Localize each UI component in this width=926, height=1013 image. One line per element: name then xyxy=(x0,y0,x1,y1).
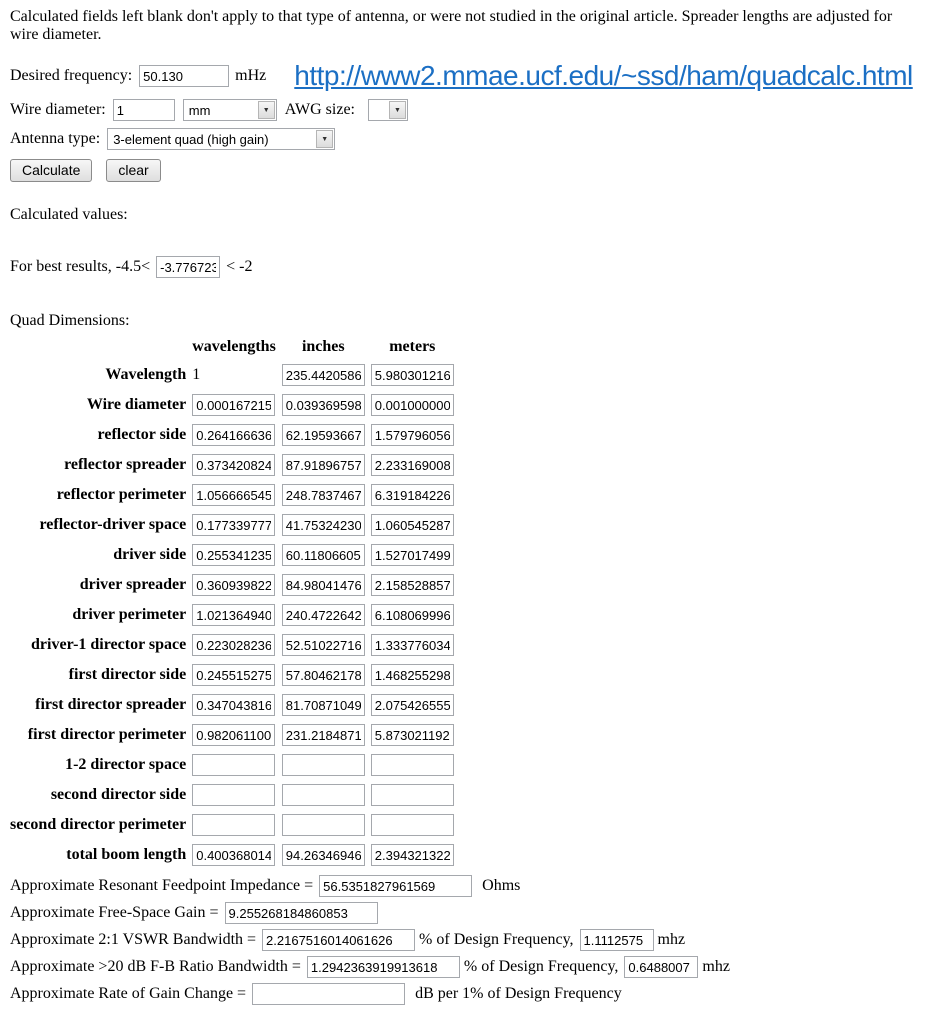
frequency-input[interactable] xyxy=(139,65,229,87)
row-label-driver-perimeter: driver perimeter xyxy=(72,606,187,623)
antenna-type-row xyxy=(10,128,916,150)
table-row-1-2-director-space xyxy=(10,750,460,780)
input-reflector-perimeter-meters[interactable] xyxy=(371,484,454,506)
table-row-driver-spreader xyxy=(10,570,460,600)
vswr-mhz-input[interactable] xyxy=(580,929,654,951)
row-label-second-director-perimeter: second director perimeter xyxy=(10,816,187,833)
fb-ratio-mhz-input[interactable] xyxy=(624,956,698,978)
input-first-director-perimeter-meters[interactable] xyxy=(371,724,454,746)
input-driver-1-director-space-meters[interactable] xyxy=(371,634,454,656)
table-row-total-boom-length xyxy=(10,840,460,870)
wire-unit-value: mm xyxy=(188,102,211,118)
input-second-director-perimeter-meters[interactable] xyxy=(371,814,454,836)
table-row-reflector-perimeter xyxy=(10,480,460,510)
input-second-director-side-inches[interactable] xyxy=(282,784,365,806)
input-reflector-driver-space-meters[interactable] xyxy=(371,514,454,536)
gain-change-input[interactable] xyxy=(252,983,405,1005)
input-first-director-perimeter-wavelengths[interactable] xyxy=(192,724,275,746)
wire-diameter-label: Wire diameter: xyxy=(10,101,106,118)
header-meters: meters xyxy=(389,338,436,355)
best-results-row xyxy=(10,256,916,278)
chevron-down-icon: ▼ xyxy=(258,101,275,119)
row-label-first-director-spreader: first director spreader xyxy=(35,696,187,713)
fb-ratio-percent-input[interactable] xyxy=(307,956,460,978)
input-1-2-director-space-meters[interactable] xyxy=(371,754,454,776)
wire-diameter-row xyxy=(10,99,916,121)
input-1-2-director-space-inches[interactable] xyxy=(282,754,365,776)
gain-change-row xyxy=(10,983,916,1005)
clear-button[interactable]: clear xyxy=(106,159,160,182)
input-wire-diameter-wavelengths[interactable] xyxy=(192,394,275,416)
table-row-wire-diameter xyxy=(10,390,460,420)
table-row-second-director-perimeter xyxy=(10,810,460,840)
table-row-first-director-spreader xyxy=(10,690,460,720)
input-reflector-side-wavelengths[interactable] xyxy=(192,424,275,446)
fb-ratio-mid-text: % of Design Frequency, xyxy=(463,958,619,975)
vswr-percent-input[interactable] xyxy=(262,929,415,951)
input-driver-spreader-meters[interactable] xyxy=(371,574,454,596)
input-first-director-side-inches[interactable] xyxy=(282,664,365,686)
table-row-reflector-side xyxy=(10,420,460,450)
table-row-driver-side xyxy=(10,540,460,570)
input-driver-perimeter-inches[interactable] xyxy=(282,604,365,626)
impedance-label: Approximate Resonant Feedpoint Impedance = xyxy=(10,877,314,894)
input-first-director-side-meters[interactable] xyxy=(371,664,454,686)
input-second-director-perimeter-inches[interactable] xyxy=(282,814,365,836)
input-driver-side-inches[interactable] xyxy=(282,544,365,566)
input-driver-1-director-space-inches[interactable] xyxy=(282,634,365,656)
input-second-director-side-meters[interactable] xyxy=(371,784,454,806)
row-label-reflector-perimeter: reflector perimeter xyxy=(56,486,187,503)
row-label-reflector-side: reflector side xyxy=(97,426,187,443)
input-1-2-director-space-wavelengths[interactable] xyxy=(192,754,275,776)
input-second-director-perimeter-wavelengths[interactable] xyxy=(192,814,275,836)
table-row-second-director-side xyxy=(10,780,460,810)
row-label-wavelength: Wavelength xyxy=(105,366,187,383)
best-results-input[interactable] xyxy=(156,256,220,278)
input-driver-perimeter-meters[interactable] xyxy=(371,604,454,626)
input-wavelength-meters[interactable] xyxy=(371,364,454,386)
table-header-row xyxy=(10,336,460,360)
input-first-director-side-wavelengths[interactable] xyxy=(192,664,275,686)
free-space-gain-row xyxy=(10,902,916,924)
row-label-wire-diameter: Wire diameter xyxy=(86,396,187,413)
input-reflector-spreader-inches[interactable] xyxy=(282,454,365,476)
gain-label: Approximate Free-Space Gain = xyxy=(10,904,219,921)
frequency-unit: mHz xyxy=(235,67,267,84)
vswr-bandwidth-row xyxy=(10,929,916,951)
gain-change-suffix: dB per 1% of Design Frequency xyxy=(415,985,622,1002)
input-total-boom-length-inches[interactable] xyxy=(282,844,365,866)
input-first-director-spreader-inches[interactable] xyxy=(282,694,365,716)
calculate-button[interactable]: Calculate xyxy=(10,159,92,182)
input-reflector-driver-space-inches[interactable] xyxy=(282,514,365,536)
awg-size-label: AWG size: xyxy=(284,101,355,118)
calculated-values-heading: Calculated values: xyxy=(10,206,128,223)
input-wire-diameter-inches[interactable] xyxy=(282,394,365,416)
table-row-driver-perimeter xyxy=(10,600,460,630)
antenna-type-label: Antenna type: xyxy=(10,130,101,147)
header-inches: inches xyxy=(301,338,345,355)
best-results-suffix: < -2 xyxy=(226,258,253,275)
table-row-first-director-side xyxy=(10,660,460,690)
fb-ratio-unit: mhz xyxy=(702,958,730,975)
table-row-reflector-spreader xyxy=(10,450,460,480)
wire-unit-select[interactable] xyxy=(183,99,277,121)
input-wavelength-inches[interactable] xyxy=(282,364,365,386)
table-row-driver-1-director-space xyxy=(10,630,460,660)
quadcalc-link[interactable]: http://www2.mmae.ucf.edu/~ssd/ham/quadcalc.html xyxy=(294,60,913,91)
input-reflector-spreader-wavelengths[interactable] xyxy=(192,454,275,476)
gain-input[interactable] xyxy=(225,902,378,924)
row-label-reflector-driver-space: reflector-driver space xyxy=(39,516,187,533)
buttons-row xyxy=(10,159,916,182)
vswr-mid-text: % of Design Frequency, xyxy=(419,931,574,948)
row-label-driver-side: driver side xyxy=(113,546,187,563)
fb-ratio-bandwidth-row xyxy=(10,956,916,978)
input-first-director-spreader-wavelengths[interactable] xyxy=(192,694,275,716)
gain-change-label: Approximate Rate of Gain Change = xyxy=(10,985,247,1002)
table-row-first-director-perimeter xyxy=(10,720,460,750)
row-label-1-2-director-space: 1-2 director space xyxy=(65,756,187,773)
intro-text: Calculated fields left blank don't apply to that type of antenna, or were not studied in the original article. Spreader lengths are adjusted for wire diameter. xyxy=(10,8,893,43)
row-label-driver-spreader: driver spreader xyxy=(79,576,187,593)
input-driver-side-meters[interactable] xyxy=(371,544,454,566)
row-label-first-director-perimeter: first director perimeter xyxy=(27,726,187,743)
chevron-down-icon: ▼ xyxy=(389,101,406,119)
quad-dimensions-heading: Quad Dimensions: xyxy=(10,312,130,329)
input-wire-diameter-meters[interactable] xyxy=(371,394,454,416)
wire-diameter-input[interactable] xyxy=(113,99,175,121)
input-first-director-perimeter-inches[interactable] xyxy=(282,724,365,746)
header-wavelengths: wavelengths xyxy=(192,338,276,355)
input-driver-side-wavelengths[interactable] xyxy=(192,544,275,566)
antenna-type-select[interactable] xyxy=(107,128,335,150)
input-reflector-driver-space-wavelengths[interactable] xyxy=(192,514,275,536)
vswr-unit: mhz xyxy=(657,931,686,948)
table-row-reflector-driver-space xyxy=(10,510,460,540)
input-reflector-perimeter-inches[interactable] xyxy=(282,484,365,506)
table-row-wavelength xyxy=(10,360,460,390)
row-label-driver-1-director-space: driver-1 director space xyxy=(31,636,187,653)
input-total-boom-length-wavelengths[interactable] xyxy=(192,844,275,866)
impedance-row xyxy=(10,875,916,897)
impedance-input[interactable] xyxy=(319,875,472,897)
input-driver-perimeter-wavelengths[interactable] xyxy=(192,604,275,626)
impedance-unit: Ohms xyxy=(482,877,521,894)
awg-size-select[interactable] xyxy=(368,99,408,121)
frequency-label: Desired frequency: xyxy=(10,67,133,84)
input-reflector-side-meters[interactable] xyxy=(371,424,454,446)
input-driver-1-director-space-wavelengths[interactable] xyxy=(192,634,275,656)
frequency-row xyxy=(10,60,916,92)
input-reflector-side-inches[interactable] xyxy=(282,424,365,446)
input-second-director-side-wavelengths[interactable] xyxy=(192,784,275,806)
header-spacer xyxy=(10,336,192,360)
chevron-down-icon: ▼ xyxy=(316,130,333,148)
row-label-second-director-side: second director side xyxy=(50,786,187,803)
input-driver-spreader-inches[interactable] xyxy=(282,574,365,596)
row-label-total-boom-length: total boom length xyxy=(66,846,187,863)
row-label-first-director-side: first director side xyxy=(68,666,187,683)
antenna-type-value: 3-element quad (high gain) xyxy=(113,131,269,147)
quad-dimensions-table xyxy=(10,336,460,870)
value-text-wavelength-wavelengths: 1 xyxy=(192,366,201,383)
input-reflector-spreader-meters[interactable] xyxy=(371,454,454,476)
input-total-boom-length-meters[interactable] xyxy=(371,844,454,866)
input-first-director-spreader-meters[interactable] xyxy=(371,694,454,716)
input-reflector-perimeter-wavelengths[interactable] xyxy=(192,484,275,506)
fb-ratio-label: Approximate >20 dB F-B Ratio Bandwidth = xyxy=(10,958,301,975)
best-results-prefix: For best results, -4.5< xyxy=(10,258,151,275)
vswr-label: Approximate 2:1 VSWR Bandwidth = xyxy=(10,931,257,948)
input-driver-spreader-wavelengths[interactable] xyxy=(192,574,275,596)
row-label-reflector-spreader: reflector spreader xyxy=(64,456,187,473)
